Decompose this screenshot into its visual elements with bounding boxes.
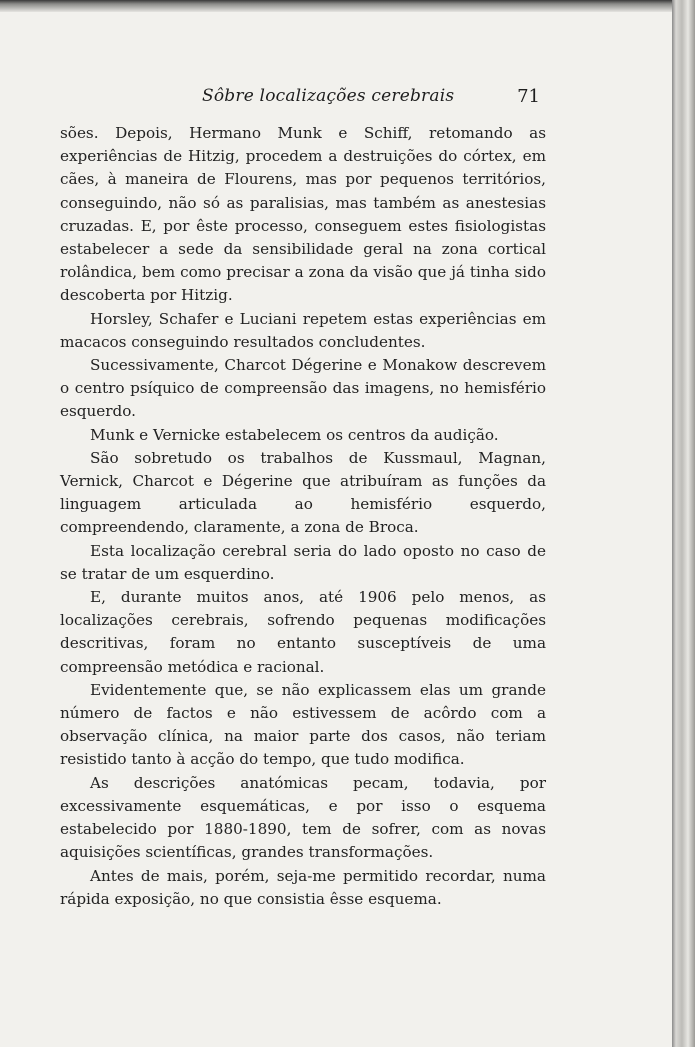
paragraph: Sucessivamente, Charcot Dégerine e Monakow descrevem o centro psíquico de compreensão das imagens, no hemisfério esquerdo.: [60, 356, 546, 421]
paragraph: Munk e Vernicke estabelecem os centros da audição.: [90, 425, 499, 444]
body-text: [60, 122, 546, 911]
paragraph: Horsley, Schafer e Luciani repetem estas experiências em macacos conseguindo resultados concludentes.: [60, 309, 546, 351]
page-top-shadow: [0, 0, 672, 12]
paragraph: Evidentemente que, se não explicassem elas um grande número de factos e não estivessem de acôrdo com a observação clínica, na maior parte dos casos, não teriam resistido tanto à acção do tempo, que tudo modifica.: [60, 680, 546, 769]
page-number: 71: [517, 86, 540, 107]
paragraph: Antes de mais, porém, seja-me permitido recordar, numa rápida exposição, no que consistia êsse esquema.: [60, 866, 546, 908]
paragraph: São sobretudo os trabalhos de Kussmaul, Magnan, Vernick, Charcot e Dégerine que atribuíram as funções da linguagem articulada ao hemisfério esquerdo, compreendendo, claramente, a zona de Broca.: [60, 448, 546, 537]
page-edge: [672, 0, 695, 1047]
page-header: [60, 86, 546, 116]
running-title: Sôbre localizações cerebrais: [202, 86, 455, 106]
paragraph: E, durante muitos anos, até 1906 pelo menos, as localizações cerebrais, sofrendo pequenas modificações descritivas, foram no entanto susceptíveis de uma compreensão metódica e racional.: [60, 588, 546, 676]
paragraph: sões. Depois, Hermano Munk e Schiff, retomando as experiências de Hitzig, procedem a destruições do córtex, em cães, à maneira de Flourens, mas por pequenos territórios, conseguindo, não só as paralisias, mas também as anestesias cruzadas. E, por êste processo, conseguem estes fisiologistas estabelecer a sede da sensibilidade geral na zona cortical rolândica, bem como precisar a zona da visão que já tinha sido descoberta por Hitzig.: [60, 124, 546, 305]
paragraph: Esta localização cerebral seria do lado oposto no caso de se tratar de um esquerdino.: [60, 541, 546, 583]
paragraph: As descrições anatómicas pecam, todavia, por excessivamente esquemáticas, e por isso o esquema estabelecido por 1880-1890, tem de sofrer, com as novas aquisições scientíficas, grandes transformações.: [60, 773, 546, 862]
